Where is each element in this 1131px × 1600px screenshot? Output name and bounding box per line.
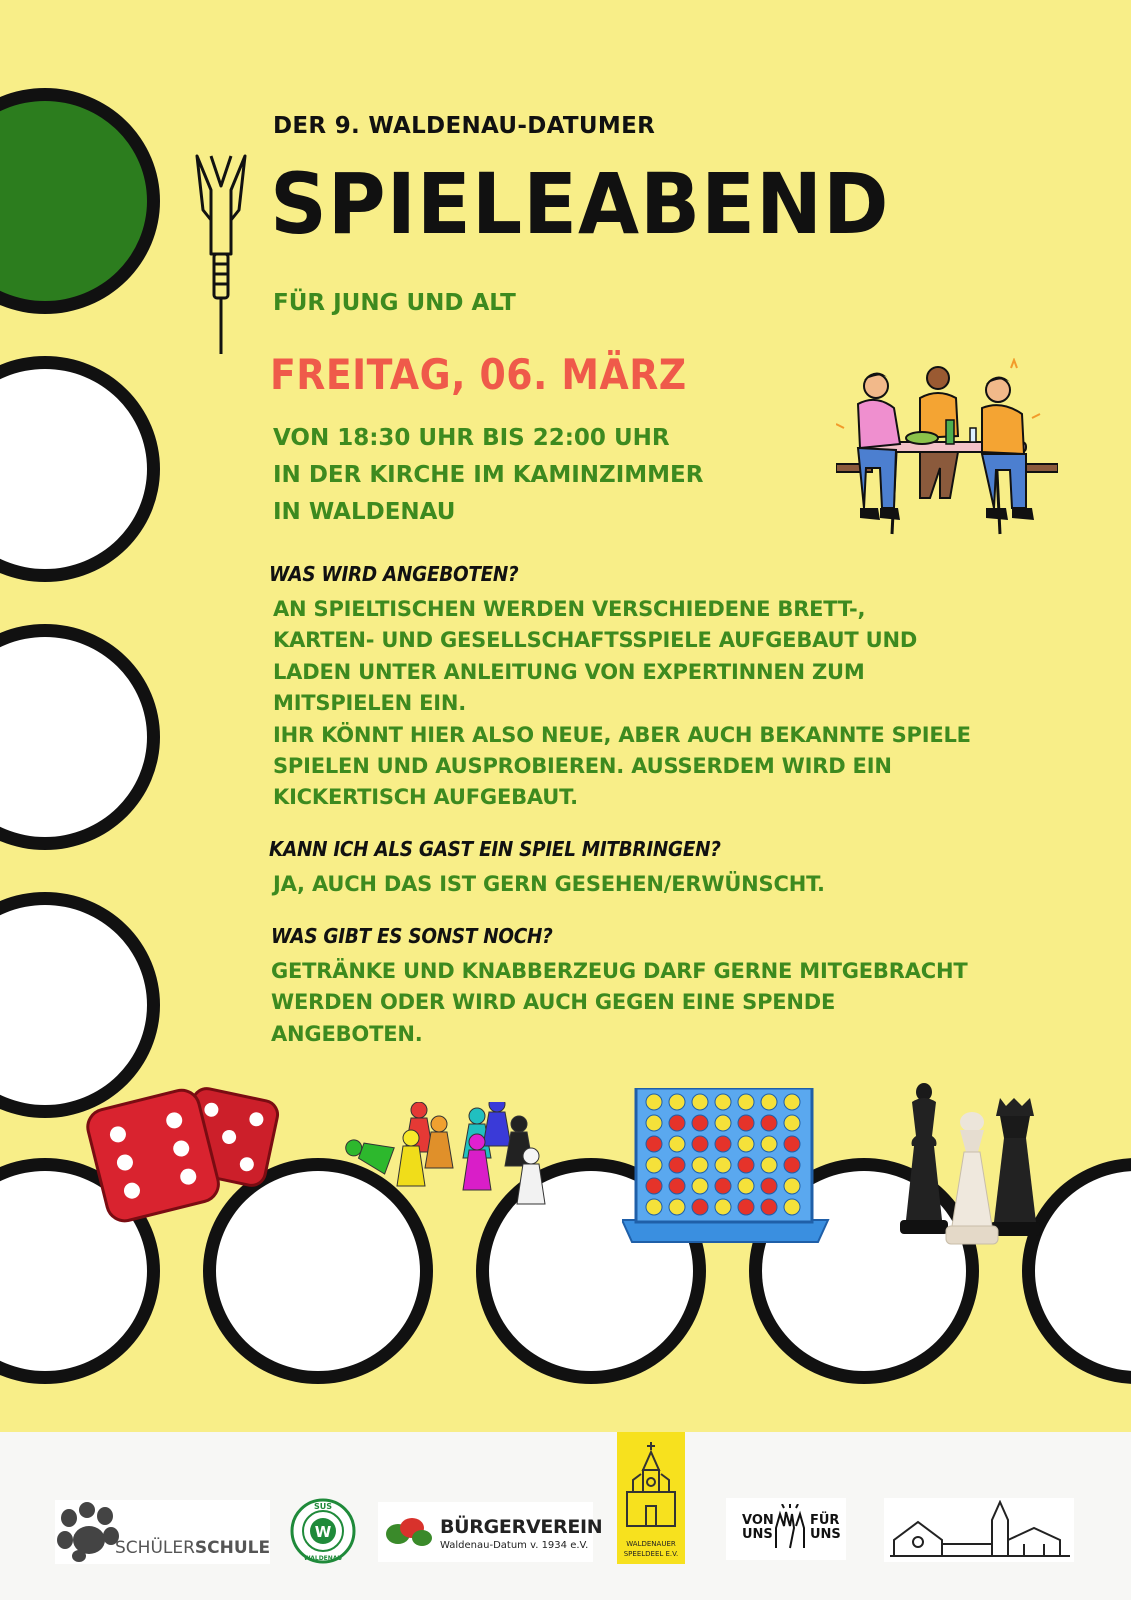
logo-schuelerschule bbox=[55, 1500, 270, 1564]
body-line: SPIELEN UND AUSPROBIEREN. AUSSERDEM WIRD EIN bbox=[273, 754, 892, 779]
dice-icon bbox=[70, 1080, 295, 1250]
section-body-other bbox=[271, 956, 967, 1050]
connect-four-token bbox=[646, 1178, 662, 1194]
connect-four-token bbox=[784, 1157, 800, 1173]
body-line: WERDEN ODER WIRD AUCH GEGEN EINE SPENDE bbox=[271, 990, 836, 1015]
connect-four-token bbox=[692, 1136, 708, 1152]
connect-four-token bbox=[669, 1178, 685, 1194]
body-line: ANGEBOTEN. bbox=[271, 1021, 423, 1046]
logo-vu-b: UNS bbox=[742, 1527, 773, 1542]
connect-four-token bbox=[761, 1199, 777, 1215]
connect-four-token bbox=[646, 1136, 662, 1152]
kicker-text: DER 9. WALDENAU-DATUMER bbox=[273, 113, 656, 139]
connect-four-token bbox=[761, 1178, 777, 1194]
connect-four-token bbox=[669, 1136, 685, 1152]
connect-four-token bbox=[715, 1178, 731, 1194]
body-line: IHR KÖNNT HIER ALSO NEUE, ABER AUCH BEKANNTE SPIELE bbox=[273, 722, 971, 747]
chess-pieces-icon bbox=[896, 1080, 1056, 1250]
connect-four-token bbox=[738, 1136, 754, 1152]
connect-four-token bbox=[738, 1094, 754, 1110]
body-line: KICKERTISCH AUFGEBAUT. bbox=[273, 785, 578, 810]
logo-buergerverein-name: BÜRGERVEREIN bbox=[440, 1516, 603, 1538]
connect-four-token bbox=[646, 1115, 662, 1131]
logo-sus-letter: W bbox=[314, 1523, 332, 1541]
leaf-icon bbox=[384, 1514, 434, 1550]
connect-four-token bbox=[669, 1094, 685, 1110]
section-heading-bring-game: KANN ICH ALS GAST EIN SPIEL MITBRINGEN? bbox=[269, 837, 721, 861]
dart-icon bbox=[193, 150, 249, 360]
connect-four-token bbox=[692, 1199, 708, 1215]
body-line: MITSPIELEN EIN. bbox=[273, 691, 467, 716]
connect-four-token bbox=[784, 1136, 800, 1152]
connect-four-token bbox=[715, 1115, 731, 1131]
connect-four-token bbox=[784, 1199, 800, 1215]
logo-speeldeel-line2: SPEELDEEL E.V. bbox=[623, 1550, 679, 1558]
church-icon bbox=[623, 1440, 679, 1530]
logo-von-uns-fuer-uns bbox=[726, 1498, 846, 1560]
event-time: VON 18:30 UHR BIS 22:00 UHR bbox=[273, 425, 670, 451]
connect-four-token bbox=[646, 1094, 662, 1110]
connect-four-token bbox=[784, 1115, 800, 1131]
people-at-table-illustration bbox=[836, 358, 1058, 544]
connect-four-token bbox=[715, 1157, 731, 1173]
logo-vu-c: FÜR bbox=[810, 1513, 840, 1528]
section-body-offer bbox=[273, 594, 971, 814]
connect-four-token bbox=[784, 1094, 800, 1110]
subtitle-text: FÜR JUNG UND ALT bbox=[273, 290, 516, 316]
board-circle bbox=[0, 356, 160, 582]
event-location: IN DER KIRCHE IM KAMINZIMMER bbox=[273, 462, 704, 488]
connect-four-token bbox=[738, 1178, 754, 1194]
body-line: AN SPIELTISCHEN WERDEN VERSCHIEDENE BRETT-, bbox=[273, 597, 866, 621]
connect-four-token bbox=[715, 1199, 731, 1215]
event-date: FREITAG, 06. MÄRZ bbox=[270, 350, 687, 399]
connect-four-token bbox=[761, 1094, 777, 1110]
connect-four-token bbox=[738, 1157, 754, 1173]
section-heading-other: WAS GIBT ES SONST NOCH? bbox=[271, 924, 553, 948]
connect-four-token bbox=[669, 1199, 685, 1215]
connect-four-token bbox=[646, 1157, 662, 1173]
logo-sus-waldenau bbox=[290, 1498, 356, 1564]
section-body-bring-game bbox=[273, 869, 825, 900]
connect-four-token bbox=[669, 1157, 685, 1173]
body-line: JA, AUCH DAS IST GERN GESEHEN/ERWÜNSCHT. bbox=[273, 872, 825, 896]
event-town: IN WALDENAU bbox=[273, 499, 456, 525]
connect-four-token bbox=[692, 1157, 708, 1173]
connect-four-token bbox=[692, 1115, 708, 1131]
logo-vu-d: UNS bbox=[810, 1527, 841, 1542]
logo-text-part2: SCHULE bbox=[194, 1538, 271, 1558]
logo-speeldeel-line1: WALDENAUER bbox=[626, 1540, 676, 1548]
logo-buergerverein bbox=[378, 1502, 603, 1562]
logo-church-building bbox=[884, 1498, 1074, 1562]
connect-four-token bbox=[646, 1199, 662, 1215]
connect-four-token bbox=[715, 1136, 731, 1152]
high-five-icon bbox=[770, 1504, 810, 1552]
footer-sponsors bbox=[0, 1432, 1131, 1600]
connect-four-token bbox=[669, 1115, 685, 1131]
logo-speeldeel bbox=[617, 1432, 685, 1564]
event-details bbox=[273, 420, 703, 531]
logo-vu-a: VON bbox=[742, 1513, 774, 1528]
connect-four-token bbox=[761, 1157, 777, 1173]
connect-four-token bbox=[715, 1094, 731, 1110]
connect-four-token bbox=[692, 1094, 708, 1110]
church-building-icon bbox=[888, 1500, 1072, 1560]
logo-text-part1: SCHÜLER bbox=[115, 1538, 195, 1558]
board-circle bbox=[0, 624, 160, 850]
game-pawns-icon bbox=[345, 1102, 565, 1222]
logo-sus-top: SUS bbox=[313, 1502, 333, 1511]
connect-four-token bbox=[761, 1115, 777, 1131]
logo-sus-bottom: WALDENAU bbox=[303, 1555, 343, 1562]
page-title: SPIELEABEND bbox=[270, 155, 890, 253]
body-line: KARTEN- UND GESELLSCHAFTSSPIELE AUFGEBAUT UND bbox=[273, 628, 918, 653]
connect-four-token bbox=[738, 1199, 754, 1215]
connect-four-token bbox=[761, 1136, 777, 1152]
logo-buergerverein-sub: Waldenau-Datum v. 1934 e.V. bbox=[440, 1540, 589, 1551]
connect-four-token bbox=[692, 1178, 708, 1194]
body-line: GETRÄNKE UND KNABBERZEUG DARF GERNE MITGEBRACHT bbox=[271, 959, 968, 983]
board-circle-green bbox=[0, 88, 160, 314]
connect-four-token bbox=[738, 1115, 754, 1131]
connect-four-token bbox=[784, 1178, 800, 1194]
connect-four-icon bbox=[622, 1088, 832, 1248]
paw-icon bbox=[55, 1502, 121, 1562]
body-line: LADEN UNTER ANLEITUNG VON EXPERTINNEN ZUM bbox=[273, 659, 865, 684]
section-heading-offer: WAS WIRD ANGEBOTEN? bbox=[269, 562, 519, 586]
